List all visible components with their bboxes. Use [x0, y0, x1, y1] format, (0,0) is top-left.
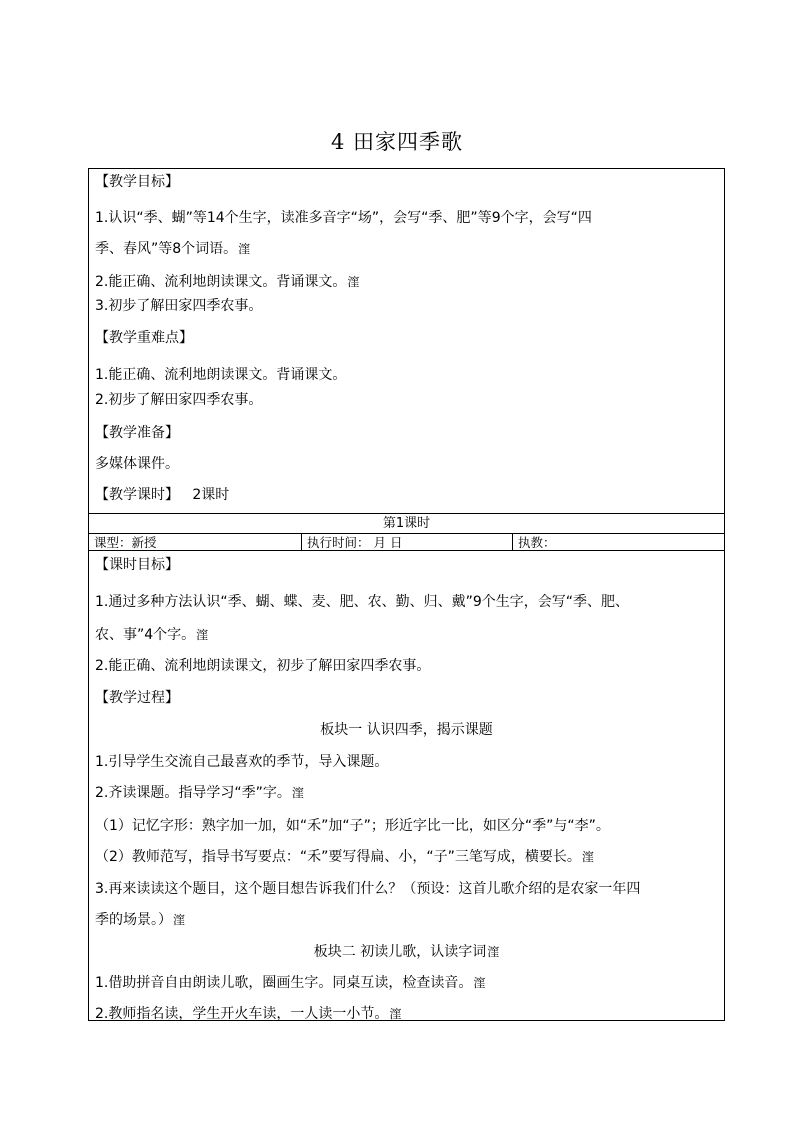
- process-line: 2.教师指名读，学生开火车读，一人读一小节。漥: [95, 1006, 402, 1022]
- lesson-goal-line: 1.通过多种方法认识“季、蝴、蝶、麦、肥、农、勤、归、戴”9个生字，会写“季、肥、: [95, 594, 630, 610]
- lesson-goal-line: 2.能正确、流利地朗读课文，初步了解田家四季农事。: [95, 658, 431, 674]
- paragraph-mark: 漥: [347, 275, 360, 289]
- process-line: 1.引导学生交流自己最喜欢的季节，导入课题。: [95, 754, 389, 770]
- process-line: 2.齐读课题。指导学习“季”字。漥: [95, 785, 304, 801]
- overview-section: [89, 169, 724, 514]
- paragraph-mark: 漥: [487, 945, 500, 959]
- lesson-goals-heading: 【课时目标】: [95, 557, 179, 573]
- process-line: 3.再来读读这个题目，这个题目想告诉我们什么？（预设：这首儿歌介绍的是农家一年四: [95, 881, 641, 897]
- key-point-line: 1.能正确、流利地朗读课文。背诵课文。: [95, 367, 347, 383]
- preparation-heading: 【教学准备】: [95, 425, 179, 441]
- paragraph-mark: 漥: [173, 913, 186, 927]
- lesson-goal-line: 农、事”4个字。漥: [95, 627, 209, 643]
- objectives-heading: 【教学目标】: [95, 174, 179, 190]
- hours-line: 【教学课时】 2课时: [95, 487, 230, 503]
- paragraph-mark: 漥: [473, 976, 486, 990]
- process-line: （2）教师范写，指导书写要点：“禾”要写得扁、小，“子”三笔写成，横要长。漥: [95, 849, 594, 865]
- execution-time: 执行时间： 月 日: [302, 534, 513, 551]
- key-point-line: 2.初步了解田家四季农事。: [95, 392, 263, 408]
- preparation-line: 多媒体课件。: [95, 456, 179, 472]
- key-points-heading: 【教学重难点】: [95, 330, 193, 346]
- process-line: （1）记忆字形：熟字加一加，如“禾”加“子”；形近字比一比，如区分“季”与“李”。: [95, 818, 610, 834]
- process-line: 1.借助拼音自由朗读儿歌，圈画生字。同桌互读，检查读音。漥: [95, 975, 486, 991]
- paragraph-mark: 漥: [196, 628, 209, 642]
- lesson-plan-table: [88, 168, 725, 1021]
- page-title: 4 田家四季歌: [330, 130, 464, 154]
- objective-line: 2.能正确、流利地朗读课文。背诵课文。漥: [95, 274, 360, 290]
- process-heading: 【教学过程】: [95, 690, 179, 706]
- paragraph-mark: 漥: [581, 850, 594, 864]
- objective-line: 3.初步了解田家四季农事。: [95, 298, 263, 314]
- paragraph-mark: 漥: [291, 786, 304, 800]
- objective-line: 1.认识“季、蝴”等14个生字，读准多音字“场”，会写“季、肥”等9个字，会写“四: [95, 210, 592, 226]
- lesson-info-row: [89, 534, 724, 551]
- process-line: 季的场景。）漥: [95, 912, 186, 928]
- paragraph-mark: 漥: [389, 1007, 402, 1021]
- block1-title: 板块一 认识四季，揭示课题: [320, 722, 493, 738]
- lesson-title: 第1课时: [89, 514, 724, 534]
- objective-line: 季、春风”等8个词语。漥: [95, 241, 251, 257]
- teacher: 执教：: [518, 535, 556, 550]
- block2-title: 板块二 初读儿歌，认读字词漥: [313, 944, 500, 960]
- lesson-type: 课型：新授: [89, 534, 302, 551]
- paragraph-mark: 漥: [238, 242, 251, 256]
